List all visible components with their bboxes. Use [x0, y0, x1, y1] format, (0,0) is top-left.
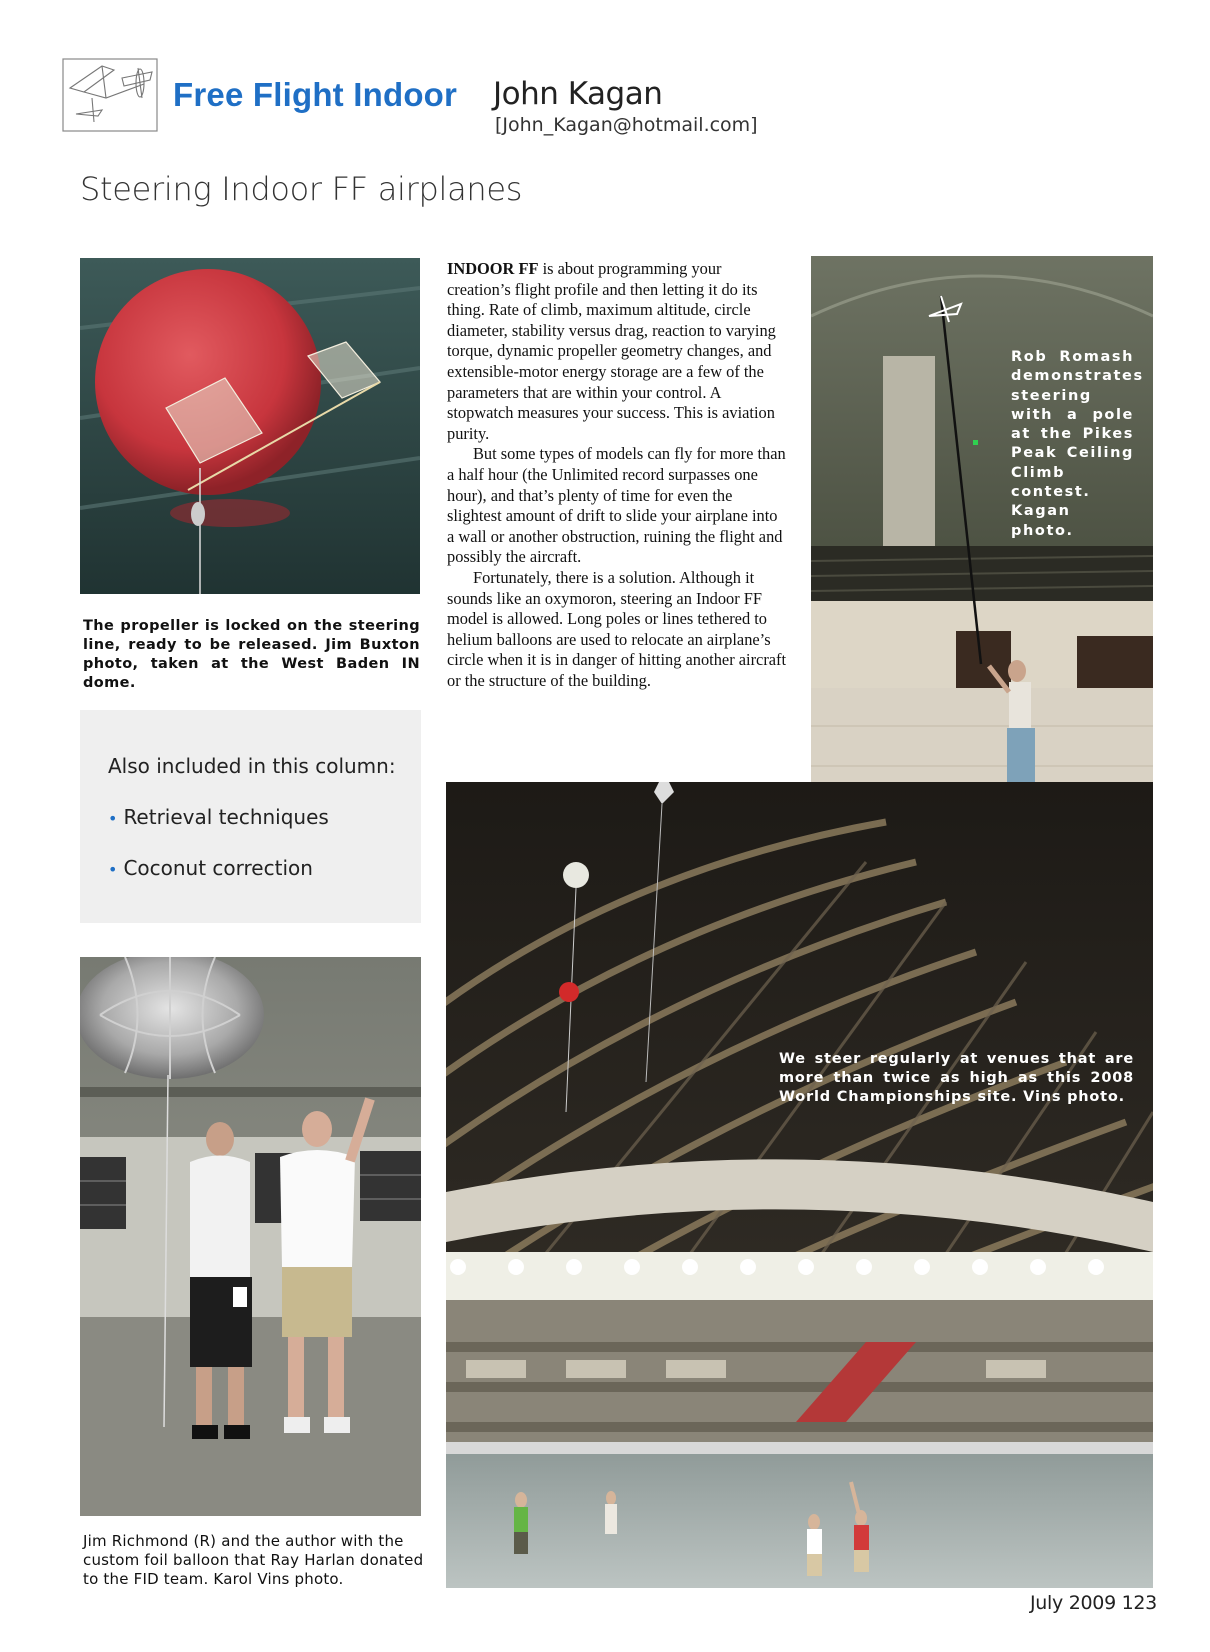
arena-photo [446, 782, 1153, 1588]
body-paragraph: But some types of models can fly for more than a half hour (the Unlimited record surpasses one hour), and that’s plenty of time for even the slightest amount of drift to slide your airplane into a wall or another obstruction, ruining the flight and possibly the aircraft. [447, 444, 786, 567]
bullet-icon: • [108, 809, 118, 828]
romash-photo-caption: Rob Romash demonstrates steering with a pole at the Pikes Peak Ceiling Climb contest. Kagan photo. [1011, 349, 1144, 539]
body-paragraph: INDOOR FF is about programming your creation’s flight profile and then letting it do its thing. Rate of climb, maximum altitude, circle diameter, stability versus drag, reaction to varying torque, dynamic propeller geometry changes, and extensible-motor energy storage are a few of the parameters that are within your control. A stopwatch measures your success. This is aviation purity. [447, 259, 776, 443]
arena-photo-caption: We steer regularly at venues that are more than twice as high as this 2008 World Championships site. Vins photo. [779, 1051, 1134, 1105]
balloon-photo [80, 258, 420, 594]
airplane-sketch-icon [62, 58, 158, 132]
author-email[interactable]: [John_Kagan@hotmail.com] [495, 114, 758, 136]
foil-balloon-photo [80, 957, 421, 1516]
column-title: Free Flight Indoor [173, 76, 458, 113]
author-name: John Kagan [493, 76, 663, 112]
page-footer-folio: July 2009 123 [1030, 1592, 1157, 1614]
also-included-heading: Also included in this column: [108, 754, 396, 778]
foil-photo-caption: Jim Richmond (R) and the author with the custom foil balloon that Ray Harlan donated to the FID team. Karol Vins photo. [83, 1532, 424, 1588]
also-included-item: • Retrieval techniques [108, 805, 329, 829]
body-paragraph: Fortunately, there is a solution. Although it sounds like an oxymoron, steering an Indoor FF model is allowed. Long poles or lines tethered to helium balloons are used to relocate an airplane’s circle when it is in danger of hitting another aircraft or the structure of the building. [447, 567, 787, 690]
balloon-photo-caption: The propeller is locked on the steering line, ready to be released. Jim Buxton photo, taken at the West Baden IN dome. [83, 618, 420, 691]
romash-steering-photo [811, 256, 1153, 830]
also-included-item: • Coconut correction [108, 856, 313, 880]
article-title: Steering Indoor FF airplanes [80, 170, 523, 208]
article-body [447, 259, 787, 691]
bullet-icon: • [108, 860, 118, 879]
